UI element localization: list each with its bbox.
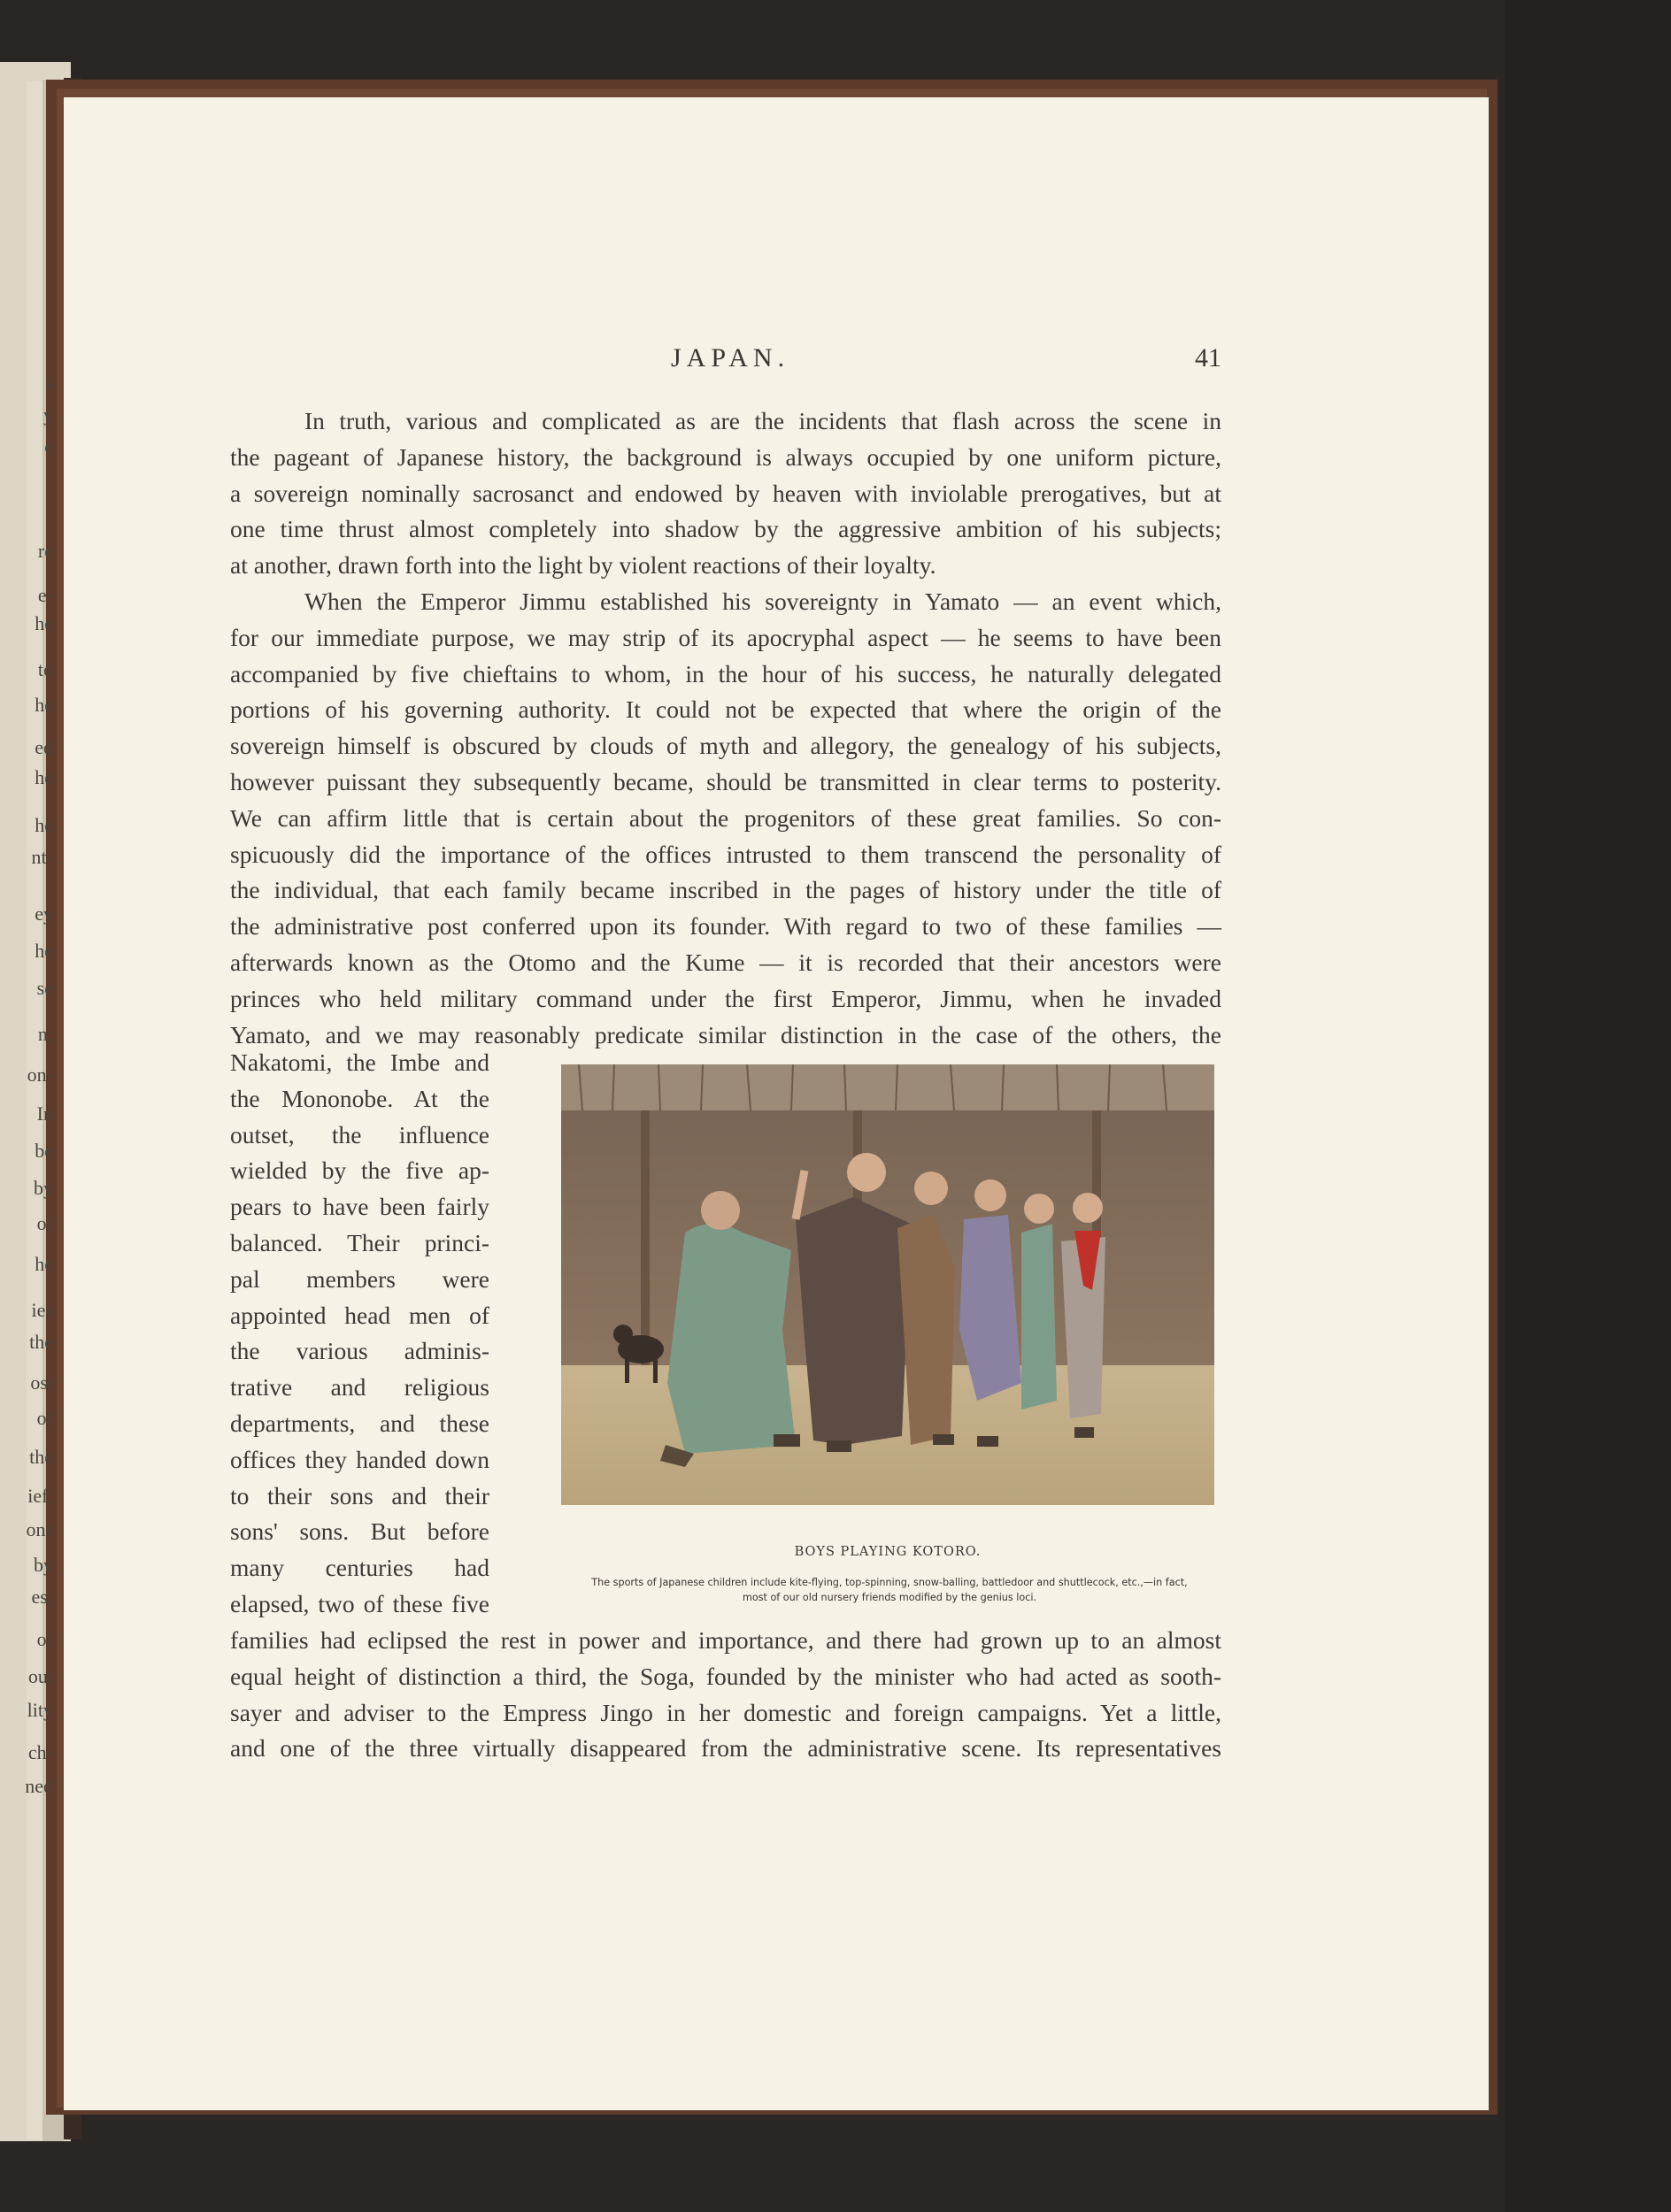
text-line: Yamato, and we may reasonably predicate similar distinction in the case of the others, the — [230, 1020, 1221, 1048]
text-line: one time thrust almost completely into shadow by the aggressive ambition of his subjects; — [230, 515, 1221, 543]
page-number: 41 — [1195, 343, 1221, 373]
text-line: departments, and these — [230, 1409, 489, 1437]
text-line: to their sons and their — [230, 1481, 489, 1509]
page-header-title: JAPAN. — [671, 343, 790, 373]
previous-page-fragment: y — [43, 403, 53, 426]
figure-caption-line: most of our old nursery friends modified by the genius loci. — [742, 1592, 1037, 1603]
previous-page-fragment: of — [36, 1212, 53, 1234]
previous-page-fragment: es; — [31, 1586, 53, 1608]
text-line: equal height of distinction a third, the Soga, founded by the minister who had acted as sooth- — [230, 1662, 1221, 1690]
previous-page-fragment: In — [36, 1102, 53, 1125]
text-line: afterwards known as the Otomo and the Kume — it is recorded that their ancestors were — [230, 948, 1221, 976]
text-line: sayer and adviser to the Empress Jingo in her domestic and foreign campaigns. Yet a little, — [230, 1698, 1221, 1726]
previous-page-fragment: re — [37, 540, 53, 562]
text-line: balanced. Their princi- — [230, 1228, 489, 1256]
previous-page-fragment: s — [45, 372, 53, 394]
text-line: When the Emperor Jimmu established his sovereignty in Yamato — an event which, — [304, 587, 1221, 615]
body-text-bottom — [230, 1623, 1221, 1767]
previous-page-fragment: se — [36, 977, 53, 999]
previous-page-fragment: by — [34, 1177, 53, 1199]
previous-page-fragment: the — [29, 1446, 53, 1468]
text-line: sovereign himself is obscured by clouds of myth and allegory, the genealogy of his subjects, — [230, 732, 1221, 760]
previous-page-fragment: be — [35, 1140, 53, 1162]
text-line: at another, drawn forth into the light by violent reactions of their loyalty. — [230, 551, 936, 580]
previous-page-fragment: he — [35, 814, 53, 836]
previous-page-fragment: of — [36, 1407, 53, 1429]
previous-page-fragment: ies — [31, 1299, 53, 1321]
text-line: however puissant they subsequently became, should be transmitted in clear terms to posterity. — [230, 767, 1221, 795]
text-line: the administrative post conferred upon its founder. With regard to two of these families — — [230, 912, 1221, 941]
previous-page-fragment: nt- — [31, 846, 53, 868]
text-line: and one of the three virtually disappeared from the administrative scene. Its representatives — [230, 1734, 1221, 1763]
previous-page-fragment: ey — [35, 902, 53, 925]
previous-page-fragment: he — [35, 694, 53, 716]
figure-caption-title: BOYS PLAYING KOTORO. — [794, 1545, 982, 1559]
text-line: a sovereign nominally sacrosanct and endowed by heaven with inviolable prerogatives, but at — [230, 479, 1221, 507]
previous-page-fragment: ost — [30, 1371, 53, 1394]
text-line: We can affirm little that is certain about the progenitors of these great families. So con- — [230, 803, 1221, 832]
text-line: accompanied by five chieftains to whom, in the hour of his success, he naturally delegated — [230, 659, 1221, 687]
previous-page-fragment: he — [35, 612, 53, 634]
previous-page-fragment: ned — [25, 1775, 53, 1797]
previous-page-fragment: ed — [35, 736, 53, 758]
photograph-boys-playing-kotoro — [561, 1064, 1214, 1505]
body-text-side — [230, 1045, 489, 1623]
previous-page-fragment: of — [36, 1628, 53, 1650]
previous-page-fragment: the — [29, 1331, 53, 1353]
previous-page-fragment: to — [37, 658, 53, 680]
previous-page-fragment: e — [44, 435, 53, 457]
figure-caption-line: The sports of Japanese children include kite-flying, top-spinning, snow-balling, battledoor and shuttlecock, etc.,—in fact, — [591, 1577, 1188, 1588]
previous-page-fragment: ief, — [27, 1485, 53, 1507]
text-line: Nakatomi, the Imbe and — [230, 1048, 489, 1076]
text-line: wielded by the five ap- — [230, 1156, 489, 1185]
text-line: spicuously did the importance of the offices intrusted to them transcend the personality of — [230, 840, 1221, 868]
previous-page-fragment: he — [35, 766, 53, 788]
text-line: sons' sons. But before — [230, 1517, 489, 1546]
text-line: outset, the influence — [230, 1120, 489, 1148]
text-line: the Mononobe. At the — [230, 1084, 489, 1112]
text-line: the individual, that each family became inscribed in the pages of history under the title of — [230, 876, 1221, 904]
text-line: many centuries had — [230, 1554, 489, 1582]
text-line: princes who held military command under the first Emperor, Jimmu, when he invaded — [230, 984, 1221, 1012]
previous-page-fragment: by — [34, 1554, 53, 1576]
figure-caption-text — [540, 1575, 1239, 1605]
text-line: the pageant of Japanese history, the background is always occupied by one uniform picture, — [230, 442, 1221, 471]
text-line: offices they handed down — [230, 1445, 489, 1473]
previous-page-fragment: he — [35, 940, 53, 962]
previous-page-fragment: on- — [27, 1064, 53, 1086]
text-line: elapsed, two of these five — [230, 1589, 489, 1617]
previous-page-fragment: ons — [26, 1518, 53, 1540]
text-line: pal members were — [230, 1264, 489, 1293]
previous-page-fragment: lity — [27, 1699, 53, 1721]
text-line: portions of his governing authority. It could not be expected that where the origin of the — [230, 695, 1221, 724]
previous-page-fragment: ch- — [27, 1741, 53, 1763]
previous-page-fragment: n; — [37, 1023, 53, 1045]
text-line: the various adminis- — [230, 1337, 489, 1365]
previous-page-fragment: out — [27, 1665, 53, 1687]
text-line: In truth, various and complicated as are the incidents that flash across the scene in — [304, 407, 1221, 434]
text-line: trative and religious — [230, 1373, 489, 1402]
previous-page-fragment: e- — [37, 584, 53, 606]
body-text-top — [230, 403, 1221, 1053]
text-line: appointed head men of — [230, 1301, 489, 1329]
previous-page-fragment: he — [35, 1253, 53, 1275]
text-line: families had eclipsed the rest in power and importance, and there had grown up to an almost — [230, 1626, 1221, 1654]
text-line: for our immediate purpose, we may strip of its apocryphal aspect — he seems to have been — [230, 623, 1221, 651]
text-line: pears to have been fairly — [230, 1193, 489, 1221]
